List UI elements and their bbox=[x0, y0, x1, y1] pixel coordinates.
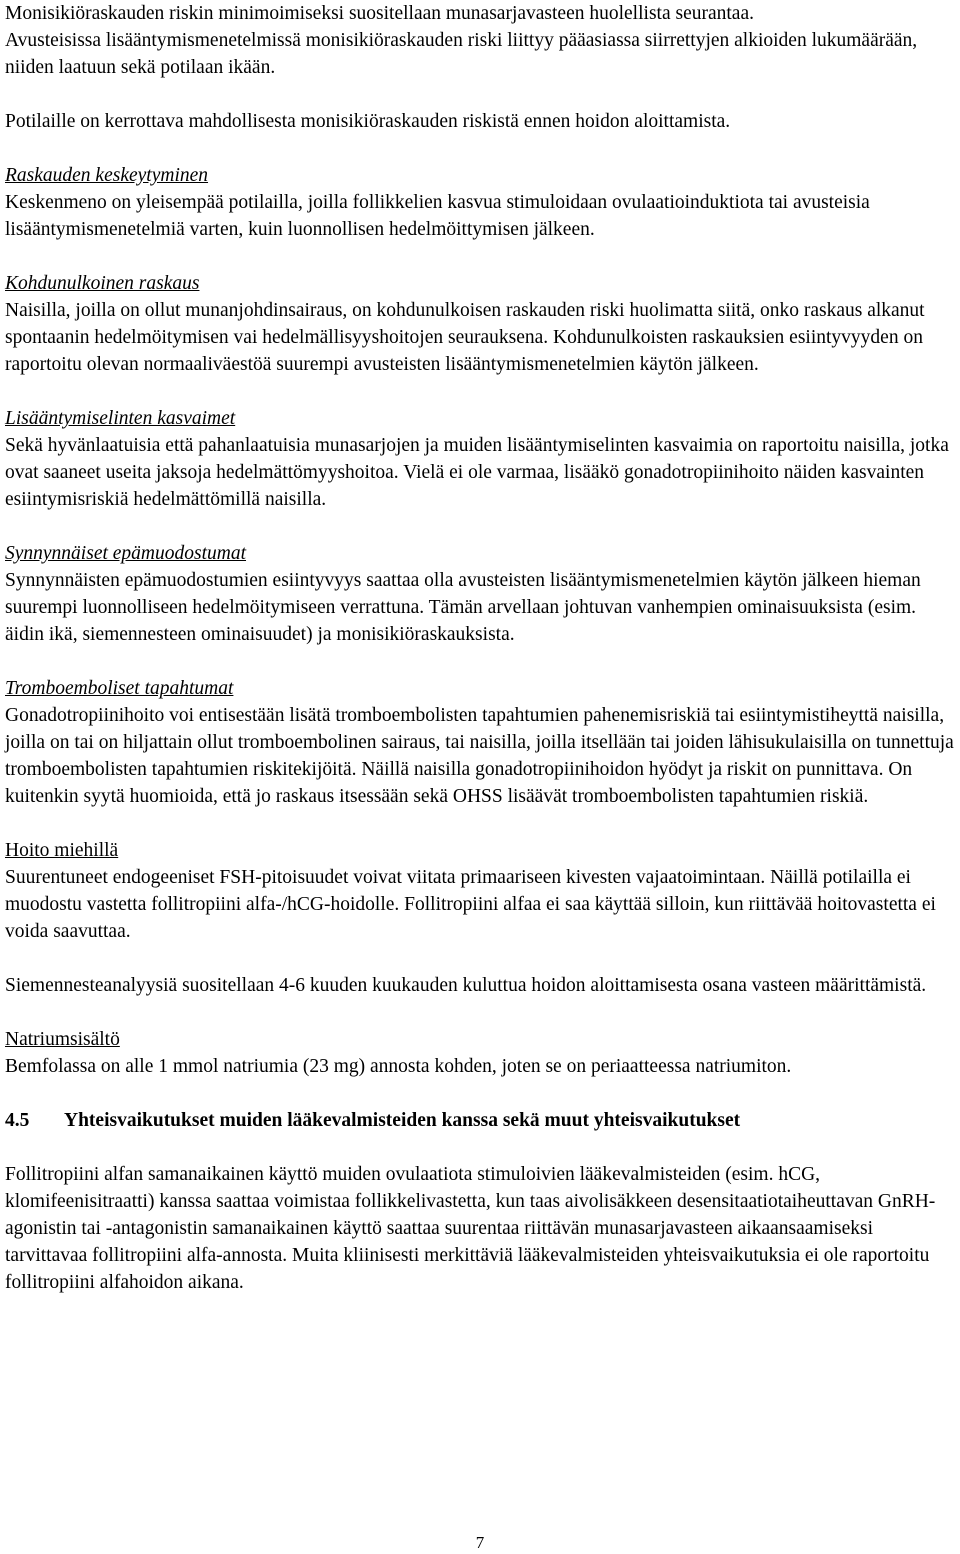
heading-raskauden-keskeytyminen: Raskauden keskeytyminen bbox=[5, 165, 209, 186]
section-title: Yhteisvaikutukset muiden lääkevalmisteiden kanssa sekä muut yhteisvaikutukset bbox=[64, 1110, 741, 1131]
text-tromboemboliset-tapahtumat: Gonadotropiinihoito voi entisestään lisätä tromboembolisten tapahtumien pahenemisriskiä tai esiintymistiheyttä naisilla, joilla on tai on hiljattain ollut tromboembolinen sairaus, tai naisilla, joilla itsellään tai joiden lähisukulaisilla on tunnettuja tromboembolisten tapahtumien riskitekijöitä. Näillä naisilla gonadotropiinihoidon hyödyt ja riskit on punnittava. On kuitenkin syytä huomioida, että jo raskaus itsessään sekä OHSS lisäävät tromboembolisten tapahtumien riskiä. bbox=[5, 705, 954, 807]
heading-natriumsisalto: Natriumsisältö bbox=[5, 1029, 120, 1050]
paragraph-inform-patients: Potilaille on kerrottava mahdollisesta monisikiöraskauden riskistä ennen hoidon aloittamista. bbox=[5, 111, 731, 132]
text-synnynnaiset-epamuodostumat: Synnynnäisten epämuodostumien esiintyvyys saattaa olla avusteisten lisääntymismenetelmien käytön jälkeen hieman suurempi luonnolliseen hedelmöitymiseen verrattuna. Tämän arvellaan johtuvan vanhempien ominaisuuksista (esim. äidin ikä, siemennesteen ominaisuudet) ja monisikiöraskauksista. bbox=[5, 570, 921, 645]
paragraph-monitoring: Monisikiöraskauden riskin minimoimiseksi suositellaan munasarjavasteen huolellista seurantaa. bbox=[5, 3, 754, 24]
document-page bbox=[5, 0, 957, 1296]
text-raskauden-keskeytyminen: Keskenmeno on yleisempää potilailla, joilla follikkelien kasvua stimuloidaan ovulaatioinduktiota tai avusteisia lisääntymismenetelmiä varten, kuin luonnollisen hedelmöittymisen jälkeen. bbox=[5, 192, 870, 240]
heading-hoito-miehilla: Hoito miehillä bbox=[5, 840, 119, 861]
paragraph-art-risk: Avusteisissa lisääntymismenetelmissä monisikiöraskauden riski liittyy pääasiassa siirrettyjen alkioiden lukumäärään, niiden laatuun sekä potilaan ikään. bbox=[5, 30, 918, 78]
heading-lisaantymiselinten-kasvaimet: Lisääntymiselinten kasvaimet bbox=[5, 408, 236, 429]
text-section-4-5: Follitropiini alfan samanaikainen käyttö muiden ovulaatiota stimuloivien lääkevalmisteiden (esim. hCG, klomifeenisitraatti) kanssa saattaa voimistaa follikkelivastetta, kun taas aivolisäkkeen desensitaatiotaiheuttavan GnRH-agonistin tai -antagonistin samanaikainen käyttö saattaa suurentaa riittävän munasarjavasteen aikaansaamiseksi tarvittavaa follitropiini alfa-annosta. Muita kliinisesti merkittäviä lääkevalmisteiden yhteisvaikutuksia ei ole raportoitu follitropiini alfahoidon aikana. bbox=[5, 1164, 936, 1293]
page-number: 7 bbox=[475, 1533, 485, 1552]
heading-synnynnaiset-epamuodostumat: Synnynnäiset epämuodostumat bbox=[5, 543, 247, 564]
section-heading-4-5 bbox=[5, 1107, 957, 1134]
text-hoito-miehilla: Suurentuneet endogeeniset FSH-pitoisuudet voivat viitata primaariseen kivesten vajaatoimintaan. Näillä potilailla ei muodostu vastetta follitropiini alfa-/hCG-hoidolle. Follitropiini alfaa ei saa käyttää silloin, kun riittävää hoitovastetta ei voida saavuttaa. bbox=[5, 867, 936, 942]
heading-kohdunulkoinen-raskaus: Kohdunulkoinen raskaus bbox=[5, 273, 200, 294]
heading-tromboemboliset-tapahtumat: Tromboemboliset tapahtumat bbox=[5, 678, 234, 699]
section-number: 4.5 bbox=[5, 1110, 30, 1131]
text-siemennesteanalyysi: Siemennesteanalyysiä suositellaan 4-6 kuuden kuukauden kuluttua hoidon aloittamisesta osana vasteen määrittämistä. bbox=[5, 975, 927, 996]
text-lisaantymiselinten-kasvaimet: Sekä hyvänlaatuisia että pahanlaatuisia munasarjojen ja muiden lisääntymiselinten kasvaimia on raportoitu naisilla, jotka ovat saaneet useita jaksoja hedelmättömyyshoitoa. Vielä ei ole varmaa, lisääkö gonadotropiinihoito näiden kasvainten esiintymisriskiä hedelmättömillä naisilla. bbox=[5, 435, 949, 510]
text-natriumsisalto: Bemfolassa on alle 1 mmol natriumia (23 mg) annosta kohden, joten se on periaatteessa natriumiton. bbox=[5, 1056, 792, 1077]
text-kohdunulkoinen-raskaus: Naisilla, joilla on ollut munanjohdinsairaus, on kohdunulkoisen raskauden riski huolimatta siitä, onko raskaus alkanut spontaanin hedelmöitymisen vai hedelmällisyyshoitojen seurauksena. Kohdunulkoisten raskauksien esiintyvyyden on raportoitu olevan normaaliväestöä suurempi avusteisten lisääntymismenetelmien käytön jälkeen. bbox=[5, 300, 925, 375]
